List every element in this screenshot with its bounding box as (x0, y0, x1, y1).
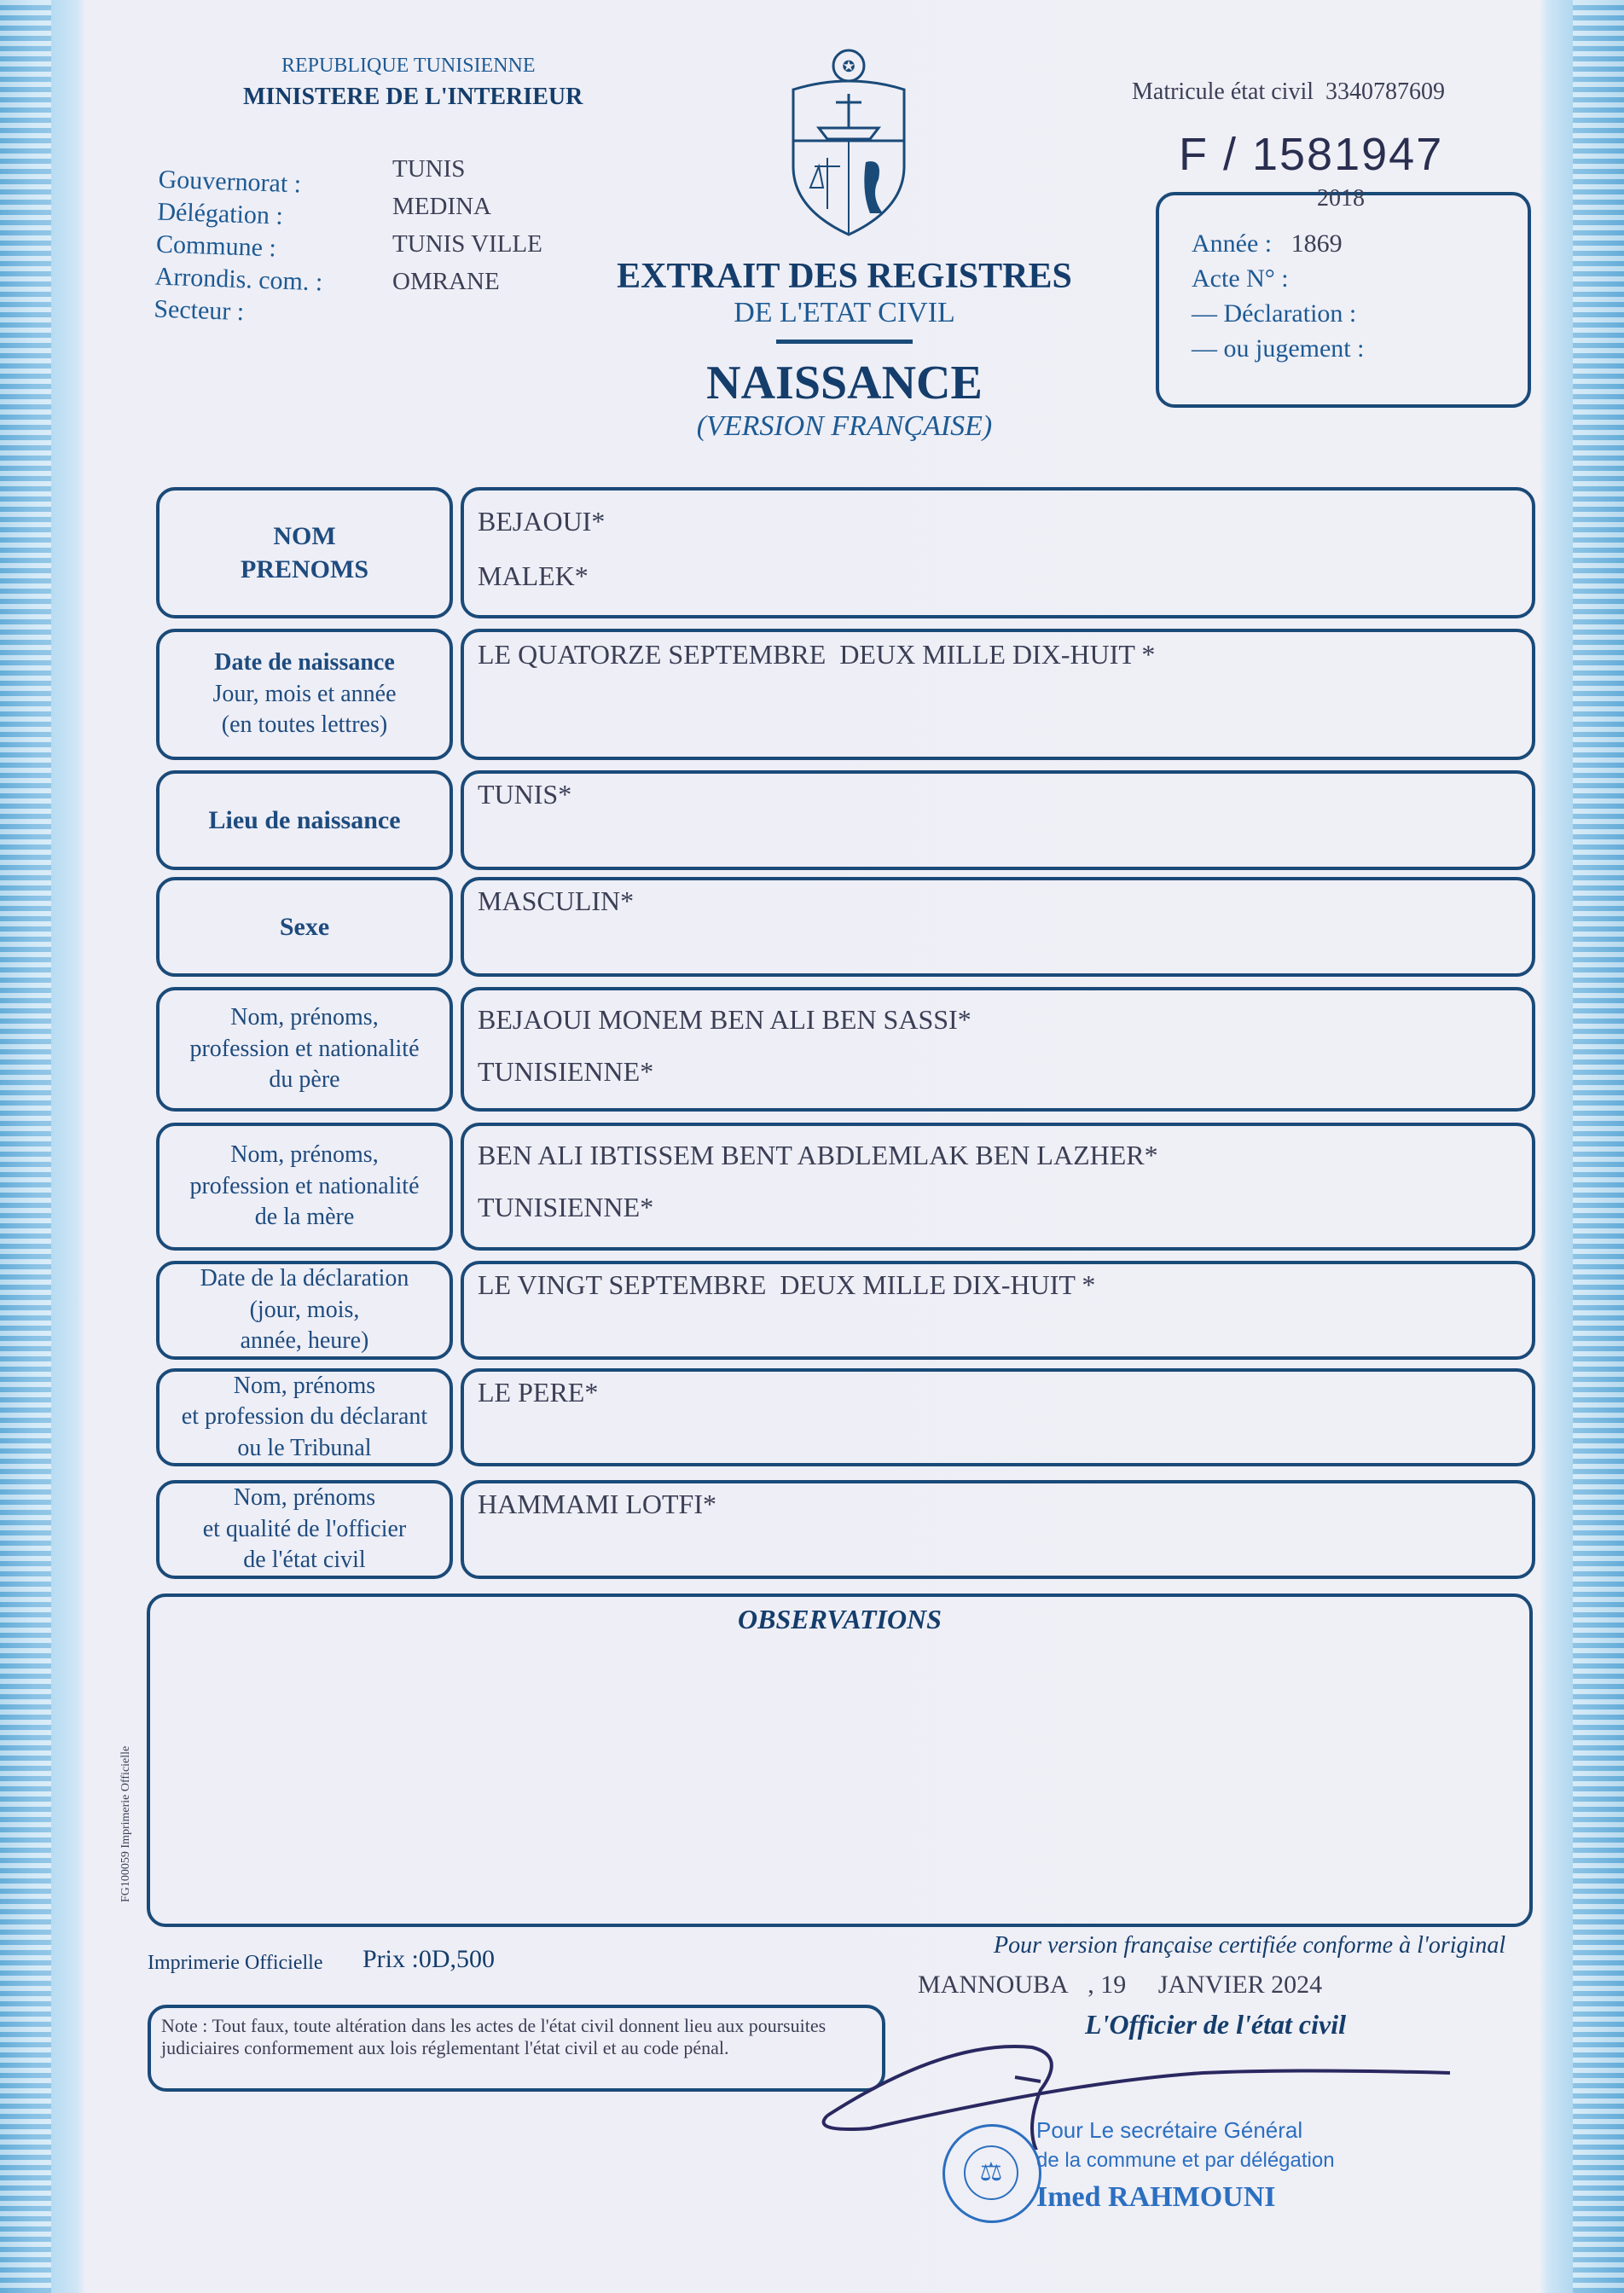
commune-label: Commune : (155, 229, 277, 263)
printer-label: Imprimerie Officielle (148, 1952, 323, 1974)
row-label-line: Lieu de naissance (208, 806, 401, 834)
stamp-line-2: de la commune et par délégation (1036, 2149, 1335, 2172)
certified-statement: Pour version française certifiée conforme à l'original (994, 1932, 1506, 1959)
row-label-line: Sexe (279, 913, 330, 941)
row-label-line: Nom, prénoms (233, 1372, 376, 1399)
row-value: TUNISIENNE* (478, 1191, 654, 1222)
republic-label: REPUBLIQUE TUNISIENNE (281, 55, 536, 77)
side-print-code: FG100059 Imprimerie Officielle (119, 1745, 132, 1902)
row-value: HAMMAMI LOTFI* (478, 1489, 716, 1519)
matricule-value: 3340787609 (1325, 78, 1446, 105)
row-label-line: et profession du déclarant (181, 1403, 428, 1431)
title-divider (776, 340, 913, 344)
arrondissement-value: OMRANE (392, 268, 500, 295)
matricule-label: Matricule état civil (1132, 78, 1314, 105)
title-extrait: EXTRAIT DES REGISTRES (617, 257, 1072, 296)
right-guilloche-border (1573, 0, 1624, 2293)
price-label: Prix :0D,500 (362, 1945, 496, 1973)
serial-number: F / 1581947 (1179, 129, 1444, 180)
issue-month-year: JANVIER 2024 (1157, 1971, 1323, 1999)
row-value-box (461, 1480, 1535, 1579)
stamp-line-1: Pour Le secrétaire Général (1036, 2117, 1303, 2143)
document-title (589, 256, 1100, 443)
row-value-box (461, 1368, 1535, 1466)
delegation-label: Délégation : (156, 197, 284, 230)
legal-note-text: Note : Tout faux, toute altération dans les actes de l'état civil donnent lieu aux poursuites judiciaires conformement aux lois réglementant l'état civil et au code pénal. (161, 2015, 826, 2058)
row-label-box (156, 629, 453, 760)
row-label-line: et qualité de l'officier (202, 1515, 407, 1542)
location-values (392, 150, 542, 300)
row-label-line: (jour, mois, (249, 1296, 360, 1323)
row-label-line: profession et nationalité (189, 1035, 420, 1062)
row-label-line: Nom, prénoms (233, 1484, 376, 1512)
acte-label: Acte N° : (1192, 264, 1289, 293)
issue-day: , 19 (1088, 1971, 1127, 1999)
row-label-line: Jour, mois et année (212, 680, 397, 707)
arrondissement-label: Arrondis. com. : (154, 262, 323, 297)
acte-box (1156, 185, 1531, 408)
matricule (1132, 78, 1445, 106)
declaration-label: — Déclaration : (1192, 299, 1357, 328)
year-stamp: 2018 (1317, 185, 1365, 212)
seal-emblem-icon: ⚖ (964, 2145, 1018, 2200)
row-label-line: Date de la déclaration (200, 1265, 409, 1292)
row-value: LE QUATORZE SEPTEMBRE DEUX MILLE DIX-HUIT * (478, 639, 1156, 670)
row-value-box (461, 1261, 1535, 1360)
title-etat-civil: DE L'ETAT CIVIL (734, 297, 955, 328)
row-value-box (461, 877, 1535, 977)
row-label-line: (en toutes lettres) (221, 711, 388, 739)
row-value: BEJAOUI MONEM BEN ALI BEN SASSI* (478, 1004, 972, 1035)
issue-place: MANNOUBA (918, 1971, 1069, 1999)
secteur-label: Secteur : (153, 294, 245, 327)
row-value-box (461, 1123, 1535, 1251)
row-label-box (156, 1123, 453, 1251)
row-label-line: Date de naissance (214, 649, 395, 676)
annee-value: 1869 (1290, 229, 1343, 258)
stamp-name: Imed RAHMOUNI (1036, 2181, 1276, 2213)
title-naissance: NAISSANCE (706, 357, 983, 409)
title-version: (VERSION FRANÇAISE) (696, 410, 993, 442)
row-value: BEJAOUI* (478, 506, 606, 537)
row-label-line: du père (269, 1066, 340, 1094)
row-label-box (156, 1480, 453, 1579)
row-value: BEN ALI IBTISSEM BENT ABDLEMLAK BEN LAZHER* (478, 1140, 1158, 1170)
row-label-box (156, 487, 453, 618)
row-label-line: de la mère (254, 1204, 355, 1231)
row-value-box (461, 770, 1535, 870)
row-value-box (461, 629, 1535, 760)
delegation-stamp (1036, 2117, 1335, 2214)
row-label-line: PRENOMS (241, 555, 368, 583)
commune-value: TUNIS VILLE (392, 230, 542, 258)
row-label-box (156, 770, 453, 870)
officer-title: L'Officier de l'état civil (1085, 2009, 1346, 2040)
row-value: MALEK* (478, 560, 589, 591)
row-value: LE VINGT SEPTEMBRE DEUX MILLE DIX-HUIT * (478, 1269, 1096, 1300)
row-label-line: ou le Tribunal (237, 1434, 372, 1461)
svg-text:✪: ✪ (842, 58, 856, 75)
row-value-box (461, 987, 1535, 1112)
location-labels (154, 164, 327, 332)
row-label-box (156, 1261, 453, 1360)
row-label-line: Nom, prénoms, (230, 1141, 379, 1169)
ministry-label: MINISTERE DE L'INTERIEUR (243, 84, 583, 110)
row-label-box (156, 1368, 453, 1466)
gouvernorat-value: TUNIS (392, 155, 466, 183)
jugement-label: — ou jugement : (1192, 334, 1365, 363)
issue-date-line (918, 1971, 1322, 2000)
observations-box (147, 1593, 1533, 1927)
row-label-line: de l'état civil (243, 1547, 366, 1574)
delegation-value: MEDINA (392, 193, 491, 220)
row-label-line: année, heure) (240, 1327, 369, 1355)
row-value: MASCULIN* (478, 885, 635, 916)
gouvernorat-label: Gouvernorat : (158, 165, 302, 199)
row-value: TUNIS* (478, 779, 572, 810)
observations-title: OBSERVATIONS (738, 1604, 942, 1634)
left-guilloche-border (0, 0, 51, 2293)
row-value: TUNISIENNE* (478, 1055, 654, 1087)
annee-label: Année : (1192, 229, 1273, 258)
row-value: LE PERE* (478, 1377, 599, 1408)
row-label-line: profession et nationalité (189, 1172, 420, 1199)
row-label-box (156, 877, 453, 977)
legal-note-box (148, 2005, 885, 2092)
official-seal (942, 2124, 1041, 2223)
row-label-line: NOM (273, 522, 336, 550)
coat-of-arms-emblem (785, 47, 913, 239)
row-label-box (156, 987, 453, 1112)
row-value-box (461, 487, 1535, 618)
row-label-line: Nom, prénoms, (230, 1004, 379, 1031)
